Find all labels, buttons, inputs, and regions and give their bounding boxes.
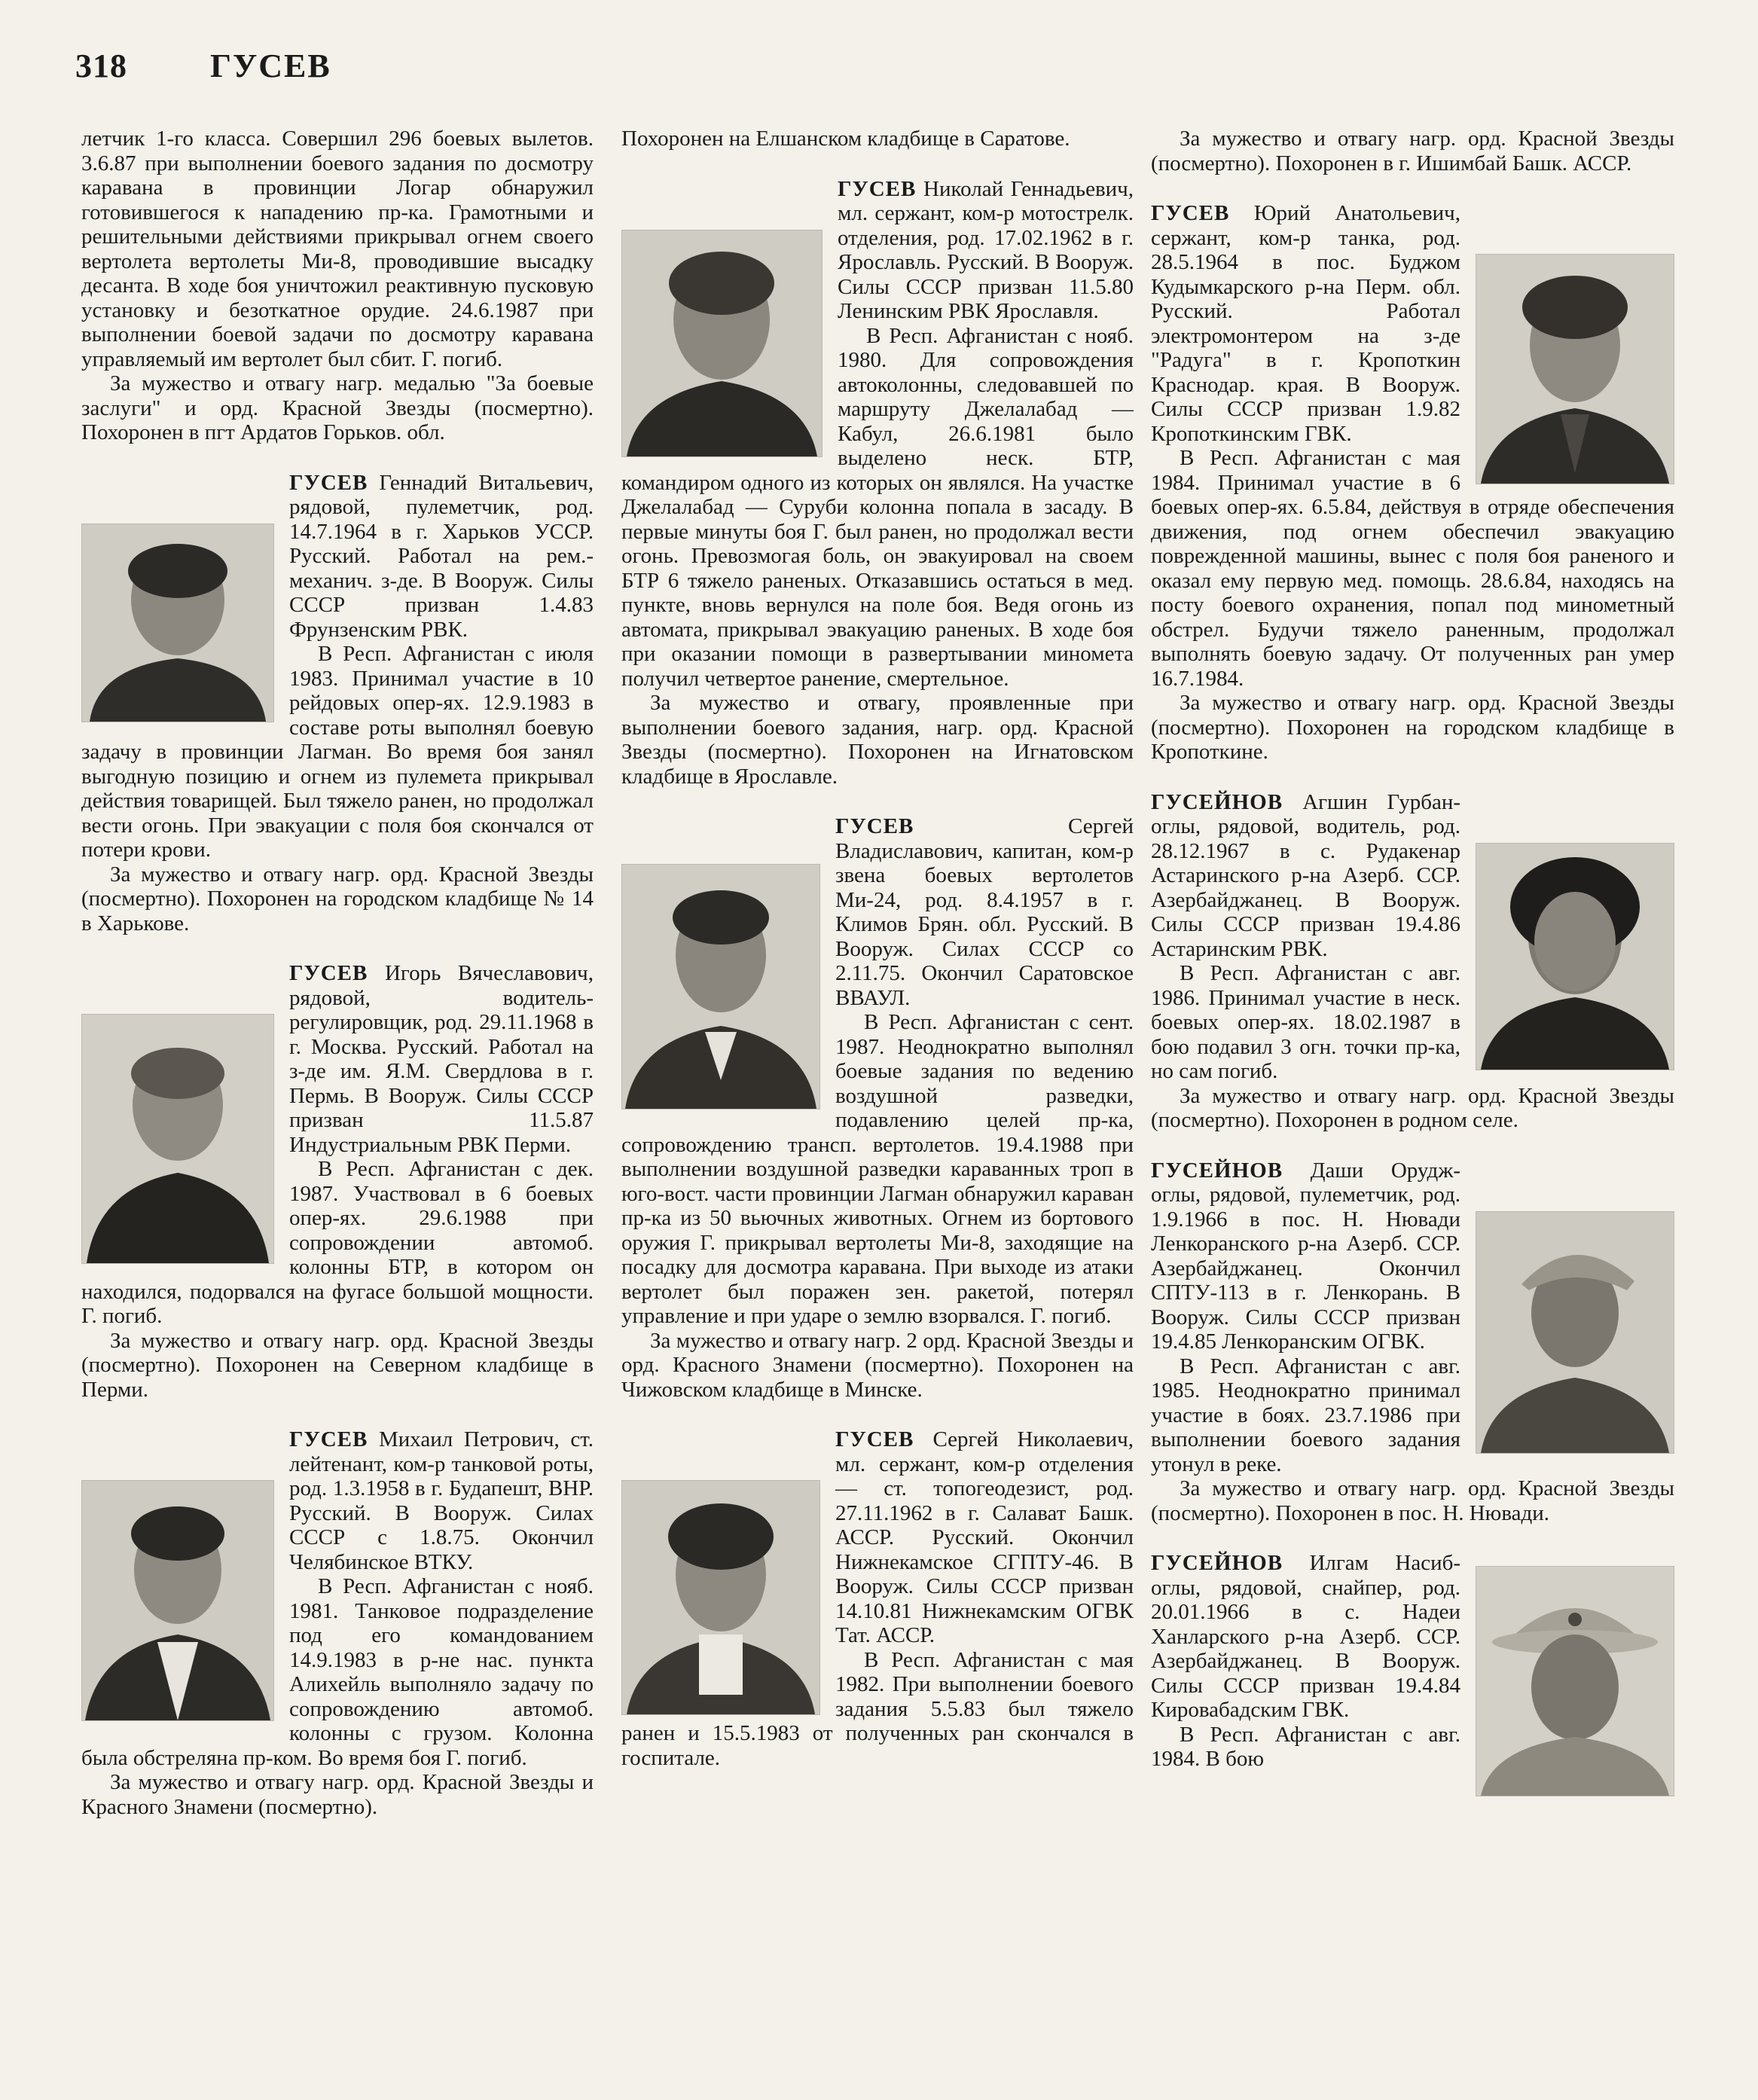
person-icon — [622, 1481, 819, 1714]
entry-surname: ГУСЕВ — [838, 176, 917, 201]
page-header — [75, 47, 331, 99]
continuation-text: За мужество и отвагу нагр. орд. Красной Звезды (посмертно). Похоронен в г. Ишимбай Башк. АССР. — [1151, 127, 1674, 176]
person-icon — [82, 524, 273, 722]
portrait-photo — [81, 1480, 274, 1721]
page-running-title: ГУСЕВ — [210, 47, 331, 84]
biography-entry: ГУСЕВ Николай Геннадьевич, мл. сержант, ком-р мотострелк. отделения, род. 17.02.1962 в г. Ярославль. Русский. В Вооруж. Силы СССР призван 11.5.80 Ленинским РВК Ярославля. В Респ. Афганистан с нояб. 1980. Для сопровождения автоколонны, следовавшей по маршруту Джелалабад — Кабул, 26.6.1981 было выделено неск. БТР, командиром одного из которых он являлся. На участке Джелалабад — Суруби колонна попала в засаду. В первые минуты боя Г. был ранен, но продолжал вести огонь. Превозмогая боль, он эвакуировал на своем БТР 6 тяжело раненых. Отказавшись остаться в мед. пункте, вновь вернулся на поле боя. Ведя огонь из автомата, прикрывал эвакуацию раненых. В ходе боя при оказании помощи в развертывании минометa получил четвертое ранение, смертельное. За мужество и отвагу, проявленные при выполнении боевого задания, нагр. орд. Красной Звезды (посмертно). Похоронен на Игнатовском кладбище в Ярославле. — [621, 176, 1134, 789]
page-number: 318 — [75, 47, 127, 84]
portrait-photo — [1476, 254, 1674, 484]
continuation-text: Похоронен на Елшанском кладбище в Саратове. — [621, 127, 1070, 151]
biography-entry: ГУСЕЙНОВ Агшин Гурбан-оглы, рядовой, водитель, род. 28.12.1967 в с. Рудакенар Астаринского р-на Азерб. ССР. Азербайджанец. В Вооруж. Силы СССР призван 19.4.86 Астаринским РВК. В Респ. Афганистан с авг. 1986. Принимал участие в неск. боевых опер-ях. 18.02.1987 в бою подавил 3 огн. точки пр-ка, но сам погиб. За мужество и отвагу нагр. орд. Красной Звезды (посмертно). Похоронен в родном селе. — [1151, 789, 1674, 1132]
portrait-photo — [1476, 843, 1674, 1070]
portrait-photo — [1476, 1211, 1674, 1454]
biography-entry: ГУСЕЙНОВ Даши Орудж-оглы, рядовой, пулеметчик, род. 1.9.1966 в пос. Н. Нювади Ленкоранского р-на Азерб. ССР. Азербайджанец. Окончил СПТУ-113 в г. Ленкорань. В Вооруж. Силы СССР призван 19.4.85 Ленкоранским ОГВК. В Респ. Афганистан с авг. 1985. Неоднократно принимал участие в боях. 23.7.1986 при выполнении боевого задания утонул в реке. За мужество и отвагу нагр. орд. Красной Звезды (посмертно). Похоронен в пос. Н. Нювади. — [1151, 1158, 1674, 1525]
entry-surname: ГУСЕВ — [289, 961, 368, 985]
portrait-photo — [621, 230, 823, 457]
portrait-photo — [621, 1480, 820, 1715]
person-icon — [622, 865, 819, 1109]
entry-surname: ГУСЕВ — [835, 1427, 914, 1451]
person-icon — [1476, 255, 1674, 484]
entry-surname: ГУСЕВ — [835, 814, 914, 838]
person-icon — [1476, 1212, 1674, 1453]
biography-entry: ГУСЕВ Сергей Владиславович, капитан, ком-р звена боевых вертолетов Ми-24, род. 8.4.1957 в г. Климов Брян. обл. Русский. В Вооруж. Силах СССР со 2.11.75. Окончил Саратовское ВВАУЛ. В Респ. Афганистан с сент. 1987. Неоднократно выполнял боевые задания по ведению воздушной разведки, подавлению целей пр-ка, сопровождению трансп. вертолетов. 19.4.1988 при выполнении воздушной разведки караванных троп в юго-вост. части провинции Лагман обнаружил караван пр-ка из 50 вьючных животных. Огнем из бортового оружия Г. прикрывал вертолеты Ми-8, заходящие на посадку для досмотра каравана. При выходе из атаки вертолет был поражен зен. ракетой, потерял управление и при ударе о землю взорвался. Г. погиб. За мужество и отвагу нагр. 2 орд. Красной Звезды и орд. Красного Знамени (посмертно). Похоронен на Чижовском кладбище в Минске. — [621, 814, 1134, 1402]
portrait-photo — [81, 1014, 274, 1264]
biography-entry: ГУСЕВ Сергей Николаевич, мл. сержант, ком-р отделения — ст. топогеодезист, род. 27.11.1962 в г. Салават Башк. АССР. Русский. Окончил Нижнекамское СГПТУ-46. В Вооруж. Силы СССР призван 14.10.81 Нижнекамским ОГВК Тат. АССР. В Респ. Афганистан с мая 1982. При выполнении боевого задания 5.5.83 был тяжело ранен и 15.5.1983 от полученных ран скончался в госпитале. — [621, 1427, 1134, 1770]
biography-entry: ГУСЕВ Юрий Анатольевич, сержант, ком-р танка, род. 28.5.1964 в пос. Буджом Кудымкарского р-на Перм. обл. Русский. Работал электромонтером на з-де "Радуга" в г. Кропоткин Краснодар. края. В Вооруж. Силы СССР призван 1.9.82 Кропоткинским ГВК. В Респ. Афганистан с мая 1984. Принимал участие в 6 боевых опер-ях. 6.5.84, действуя в отряде обеспечения движения, под огнем обеспечил эвакуацию поврежденной машины, вынес с поля боя раненого и оказал ему первую мед. помощь. 28.6.84, находясь на посту боевого охранения, попал под минометный обстрел. Будучи тяжело раненным, продолжал выполнять боевую задачу. От полученных ран умер 16.7.1984. За мужество и отвагу нагр. орд. Красной Звезды (посмертно). Похоронен на городском кладбище в Кропоткине. — [1151, 201, 1674, 764]
column-3 — [1151, 127, 1674, 2077]
person-icon — [82, 1481, 273, 1720]
biography-entry: ГУСЕВ Игорь Вячеславович, рядовой, водитель-регулировщик, род. 29.11.1968 в г. Москва. Русский. Работал на з-де им. Я.М. Свердлова в г. Пермь. В Вооруж. Силы СССР призван 11.5.87 Индустриальным РВК Перми. В Респ. Афганистан с дек. 1987. Участвовал в 6 боевых опер-ях. 29.6.1988 при сопровождении автомоб. колонны БТР, в котором он находился, подорвался на фугасе большой мощности. Г. погиб. За мужество и отвагу нагр. орд. Красной Звезды (посмертно). Похоронен на Северном кладбище в Перми. — [81, 961, 594, 1402]
biography-entry: ГУСЕВ Михаил Петрович, ст. лейтенант, ком-р танковой роты, род. 1.3.1958 в г. Будапешт, ВНР. Русский. В Вооруж. Силах СССР с 1.8.75. Окончил Челябинское ВТКУ. В Респ. Афганистан с нояб. 1981. Танковое подразделение под его командованием 14.9.1983 в р-не нас. пункта Алихейль выполняло задачу по сопровождению автомоб. колонны с грузом. Колонна была обстреляна пр-ком. Во время боя Г. погиб. За мужество и отвагу нагр. орд. Красной Звезды и Красного Знамени (посмертно). — [81, 1427, 594, 1819]
column-2 — [621, 127, 1134, 2077]
portrait-photo — [1476, 1566, 1674, 1796]
continuation-text: летчик 1-го класса. Совершил 296 боевых вылетов. 3.6.87 при выполнении боевого задания по досмотру каравана в провинции Логар обнаружил готовившегося к нападению пр-ка. Грамотными и решительными действиями прикрывал огнем своего вертолета вертолеты Ми-8, проводившие высадку десанта. В ходе боя уничтожил реактивную пусковую установку и безоткатное орудие. 24.6.1987 при выполнении боевой задачи по досмотру каравана управляемый им вертолет был сбит. Г. погиб. За мужество и отвагу нагр. медалью "За боевые заслуги" и орд. Красной Звезды (посмертно). Похоронен в пгт Ардатов Горьков. обл. — [81, 127, 594, 444]
entry-surname: ГУСЕВ — [1151, 201, 1230, 225]
person-icon — [622, 230, 822, 456]
entry-surname: ГУСЕВ — [289, 470, 368, 495]
portrait-photo — [81, 523, 274, 722]
person-icon — [82, 1015, 273, 1263]
entry-surname: ГУСЕВ — [289, 1427, 368, 1451]
column-1 — [81, 127, 594, 2077]
entry-surname: ГУСЕЙНОВ — [1151, 789, 1283, 814]
biography-entry: ГУСЕЙНОВ Илгам Насиб-оглы, рядовой, снайпер, род. 20.01.1966 в с. Надеи Ханларского р-на Азерб. ССР. Азербайджанец. В Вооруж. Силы СССР призван 19.4.84 Кировабадским ГВК. В Респ. Афганистан с авг. 1984. В бою — [1151, 1551, 1674, 1772]
portrait-photo — [621, 864, 820, 1110]
person-icon — [1476, 1567, 1674, 1796]
biography-entry: ГУСЕВ Геннадий Витальевич, рядовой, пулеметчик, род. 14.7.1964 в г. Харьков УССР. Русский. Работал на рем.-механич. з-де. В Вооруж. Силы СССР призван 1.4.83 Фрунзенским РВК. В Респ. Афганистан с июля 1983. Принимал участие в 10 рейдовых опер-ях. 12.9.1983 в составе роты выполнял боевую задачу в провинции Лагман. Во время боя занял выгодную позицию и огнем из пулемета прикрывал действия товарищей. Был тяжело ранен, но продолжал вести огонь. При эвакуации с поля боя скончался от потери крови. За мужество и отвагу нагр. орд. Красной Звезды (посмертно). Похоронен на городском кладбище № 14 в Харькове. — [81, 470, 594, 936]
entry-surname: ГУСЕЙНОВ — [1151, 1158, 1283, 1183]
entry-surname: ГУСЕЙНОВ — [1151, 1551, 1283, 1575]
person-icon — [1476, 844, 1674, 1070]
